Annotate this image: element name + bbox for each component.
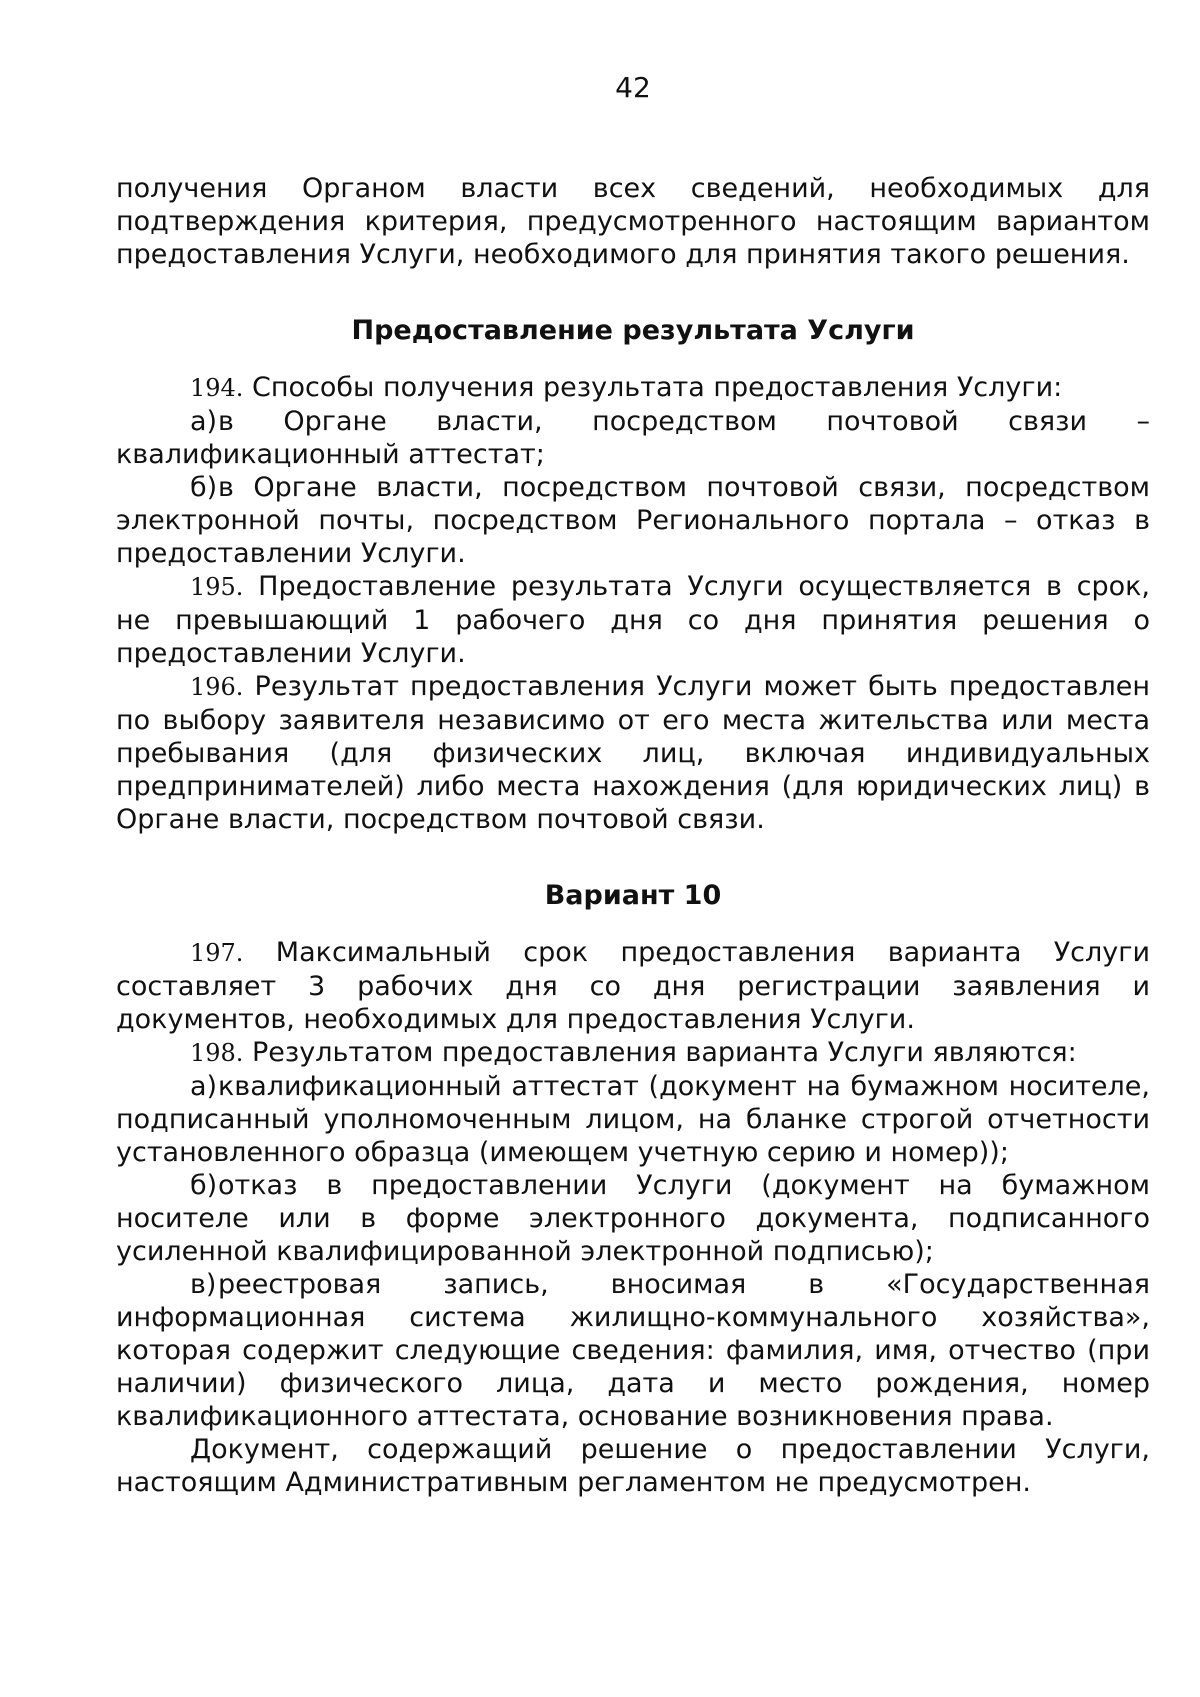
list-letter: в) <box>190 1269 217 1300</box>
list-item-text: реестровая запись, вносимая в «Государственная информационная система жилищно-коммунального хозяйства», которая содержит следующие сведения: фамилия, имя, отчество (при наличии) физического лица, дата и место рождения, номер квалификационного аттестата, основание возникновения права. <box>116 1269 1150 1432</box>
list-item-text: отказ в предоставлении Услуги (документ на бумажном носителе или в форме электронного документа, подписанного усиленной квалифицированной электронной подписью); <box>116 1170 1150 1267</box>
paragraph-text: Способы получения результата предоставления Услуги: <box>243 372 1063 403</box>
paragraph-text: Результатом предоставления варианта Услуги являются: <box>243 1037 1077 1068</box>
paragraph-197 <box>116 936 1150 1036</box>
closing-paragraph: Документ, содержащий решение о предоставлении Услуги, настоящим Административным регламентом не предусмотрен. <box>116 1434 1150 1498</box>
paragraph-number: 196. <box>190 673 244 701</box>
list-letter: б) <box>190 1170 218 1201</box>
paragraph-194-a <box>116 405 1150 471</box>
paragraph-text: Предоставление результата Услуги осуществляется в срок, не превышающий 1 рабочего дня со дня принятия решения о предоставлении Услуги. <box>116 571 1150 669</box>
page-number: 42 <box>615 71 651 104</box>
list-letter: а) <box>190 1071 218 1102</box>
list-letter: а) <box>190 406 218 437</box>
paragraph-198-b <box>116 1169 1150 1268</box>
section-heading-variant-10: Вариант 10 <box>544 880 722 911</box>
list-item-text: квалификационный аттестат (документ на бумажном носителе, подписанный уполномоченным лицом, на бланке строгой отчетности установленного образца (имеющем учетную серию и номер)); <box>116 1071 1150 1168</box>
paragraph-198 <box>116 1036 1150 1070</box>
paragraph-number: 194. <box>190 374 244 402</box>
paragraph-194 <box>116 371 1150 405</box>
paragraph-text: Результат предоставления Услуги может быть предоставлен по выбору заявителя независимо от его места жительства или места пребывания (для физических лиц, включая индивидуальных предпринимателей) либо места нахождения (для юридических лиц) в Органе власти, посредством почтовой связи. <box>116 671 1150 835</box>
list-letter: б) <box>190 472 218 503</box>
paragraph-195 <box>116 570 1150 670</box>
section-heading-result: Предоставление результата Услуги <box>351 315 915 346</box>
list-item-text: в Органе власти, посредством почтовой связи – квалификационный аттестат; <box>116 406 1150 470</box>
paragraph-198-a <box>116 1070 1150 1169</box>
paragraph-number: 198. <box>190 1039 244 1067</box>
document-body <box>116 172 1150 1499</box>
paragraph-text: Максимальный срок предоставления варианта Услуги составляет 3 рабочих дня со дня регистрации заявления и документов, необходимых для предоставления Услуги. <box>116 937 1150 1035</box>
paragraph-198-c <box>116 1268 1150 1433</box>
paragraph-194-b <box>116 471 1150 570</box>
paragraph-196 <box>116 670 1150 836</box>
paragraph-number: 197. <box>190 939 244 967</box>
paragraph-number: 195. <box>190 573 244 601</box>
intro-paragraph: получения Органом власти всех сведений, необходимых для подтверждения критерия, предусмотренного настоящим вариантом предоставления Услуги, необходимого для принятия такого решения. <box>116 173 1150 270</box>
list-item-text: в Органе власти, посредством почтовой связи, посредством электронной почты, посредством Регионального портала – отказ в предоставлении Услуги. <box>116 472 1150 569</box>
